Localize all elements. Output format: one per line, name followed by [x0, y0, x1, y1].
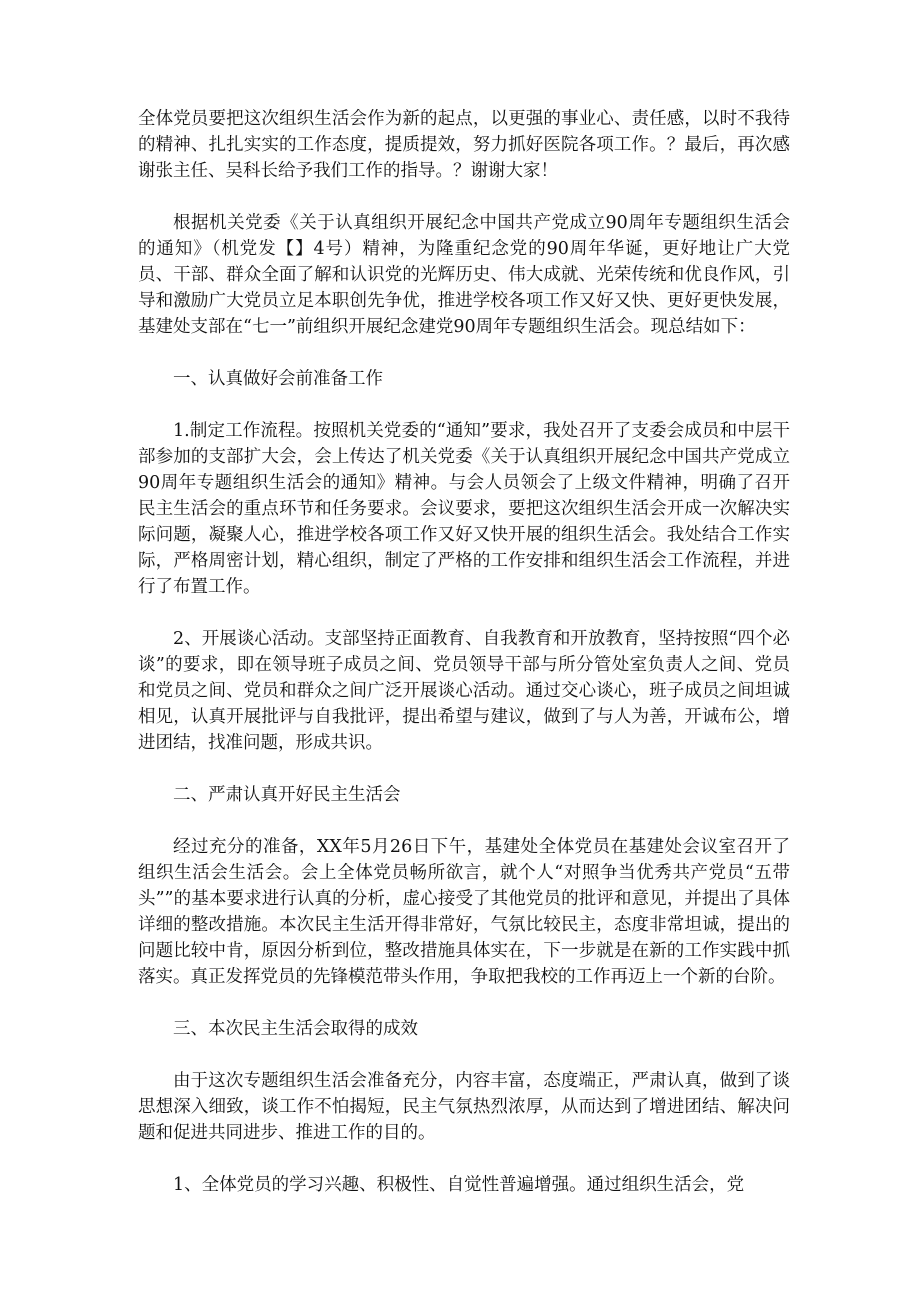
paragraph-work-process: 1.制定工作流程。按照机关党委的“通知”要求，我处召开了支委会成员和中层干部参加的支部扩大会，会上传达了机关党委《关于认真组织开展纪念中国共产党成立90周年专题组织生活会的通知》精神。与会人员领会了上级文件精神，明确了召开民主生活会的重点环节和任务要求。会议要求，要把这次组织生活会开成一次解决实际问题，凝聚人心，推进学校各项工作又好又快开展的组织生活会。我处结合工作实际，严格周密计划，精心组织，制定了严格的工作安排和组织生活会工作流程，并进行了布置工作。: [138, 421, 790, 597]
section-heading-preparation: 一、认真做好会前准备工作: [173, 369, 383, 389]
paragraph-results-summary: 由于这次专题组织生活会准备充分，内容丰富，态度端正，严肃认真，做到了谈思想深入细致，谈工作不怕揭短，民主气氛热烈浓厚，从而达到了增进团结、解决问题和促进共同进步、推进工作的目的。: [138, 1071, 790, 1143]
paragraph-result-item-1: 1、全体党员的学习兴趣、积极性、自觉性普遍增强。通过组织生活会，党: [173, 1175, 745, 1195]
document-body: [138, 106, 790, 1198]
section-heading-results: 三、本次民主生活会取得的成效: [173, 1019, 418, 1039]
section-heading-democratic-meeting: 二、严肃认真开好民主生活会: [173, 785, 401, 805]
paragraph-introduction: 根据机关党委《关于认真组织开展纪念中国共产党成立90周年专题组织生活会的通知》（机党发【】4号）精神，为隆重纪念党的90周年华诞，更好地让广大党员、干部、群众全面了解和认识党的光辉历史、伟大成就、光荣传统和优良作风，引导和激励广大党员立足本职创先争优，推进学校各项工作又好又快、更好更快发展，基建处支部在“七一”前组织开展纪念建党90周年专题组织生活会。现总结如下：: [138, 213, 790, 337]
paragraph-closing-remarks: 全体党员要把这次组织生活会作为新的起点，以更强的事业心、责任感，以时不我待的精神、扎扎实实的工作态度，提质提效，努力抓好医院各项工作。？最后，再次感谢张主任、吴科长给予我们工作的指导。？谢谢大家！: [138, 109, 790, 181]
paragraph-heart-to-heart-talks: 2、开展谈心活动。支部坚持正面教育、自我教育和开放教育，坚持按照“四个必谈”的要求，即在领导班子成员之间、党员领导干部与所分管处室负责人之间、党员和党员之间、党员和群众之间广泛开展谈心活动。通过交心谈心，班子成员之间坦诚相见，认真开展批评与自我批评，提出希望与建议，做到了与人为善，开诚布公，增进团结，找准问题，形成共识。: [138, 629, 790, 753]
paragraph-meeting-details: 经过充分的准备，XX年5月26日下午，基建处全体党员在基建处会议室召开了组织生活会生活会。会上全体党员畅所欲言，就个人“对照争当优秀共产党员“五带头””的基本要求进行认真的分析，虚心接受了其他党员的批评和意见，并提出了具体详细的整改措施。本次民主生活开得非常好，气氛比较民主，态度非常坦诚，提出的问题比较中肯，原因分析到位，整改措施具体实在，下一步就是在新的工作实践中抓落实。真正发挥党员的先锋模范带头作用，争取把我校的工作再迈上一个新的台阶。: [138, 837, 790, 987]
